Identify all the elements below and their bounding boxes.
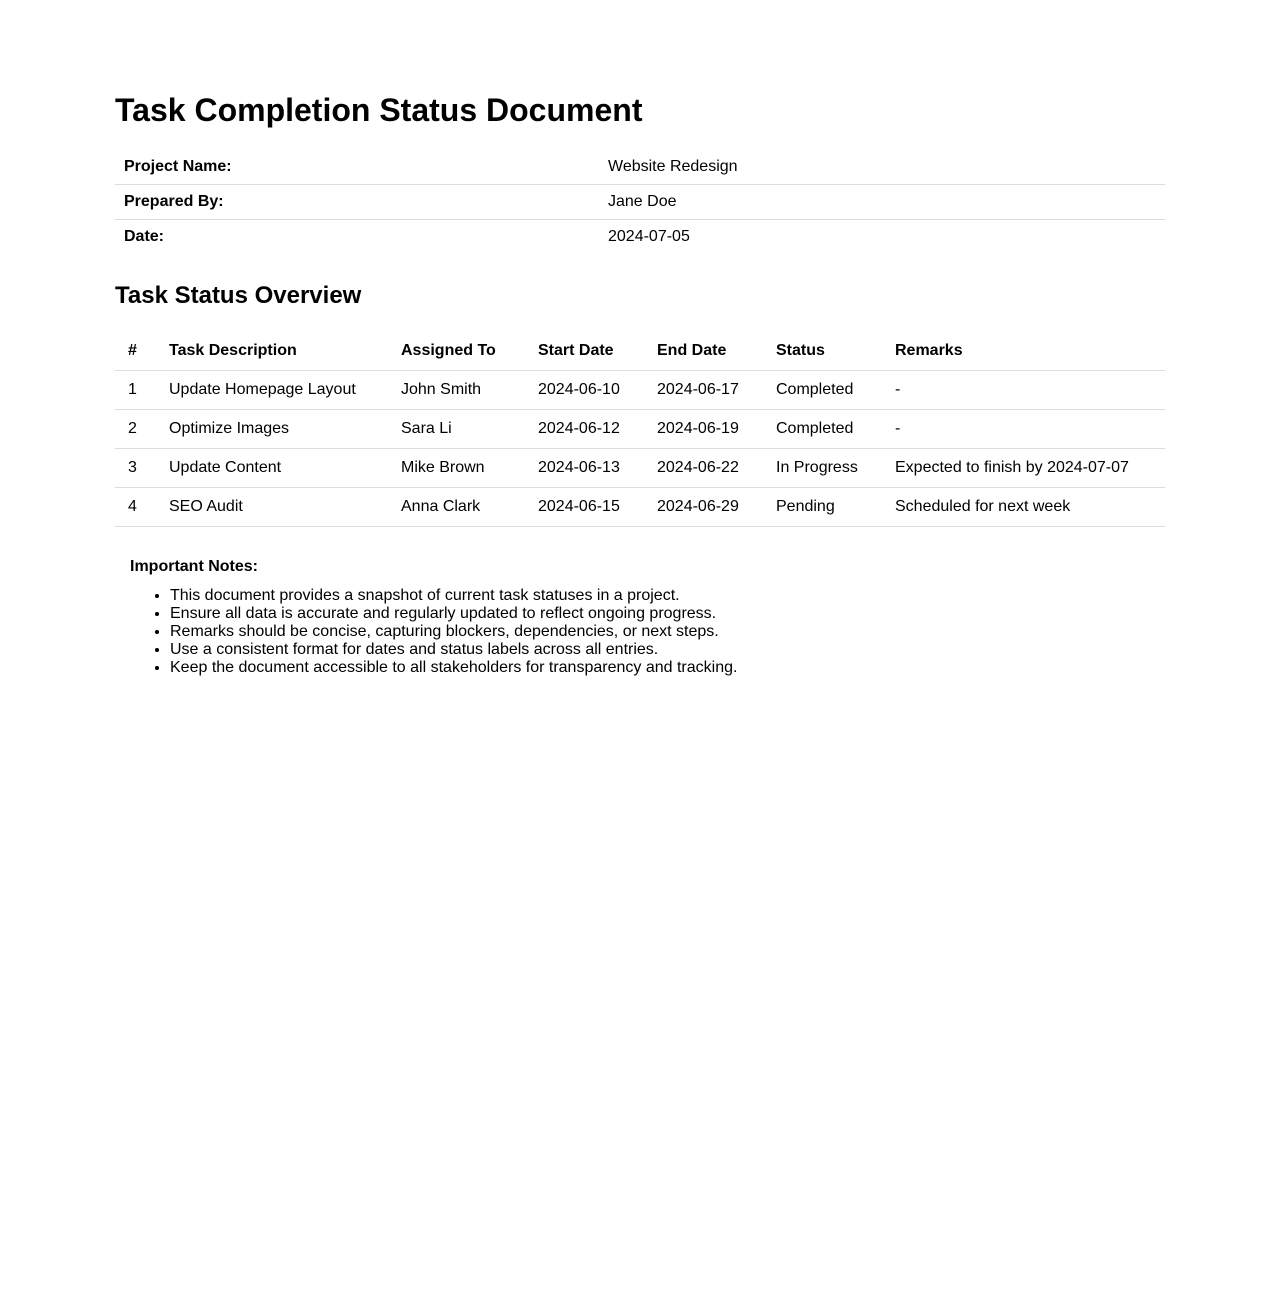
task-start-date: 2024-06-13: [538, 449, 657, 488]
task-end-date: 2024-06-22: [657, 449, 776, 488]
table-header-row: [115, 331, 1165, 371]
meta-label: Project Name:: [115, 150, 599, 185]
list-item: • Ensure all data is accurate and regularly updated to reflect ongoing progress.: [170, 605, 1164, 623]
notes-title: Important Notes:: [130, 558, 258, 575]
meta-row-date: [115, 220, 1165, 255]
list-item: • Use a consistent format for dates and status labels across all entries.: [170, 641, 1164, 659]
table-row: [115, 488, 1165, 527]
task-start-date: 2024-06-10: [538, 371, 657, 410]
task-status: Completed: [776, 410, 895, 449]
task-remarks: Scheduled for next week: [895, 488, 1165, 527]
meta-value: 2024-07-05: [608, 228, 690, 245]
project-info-table: [115, 150, 1165, 254]
meta-value: Jane Doe: [599, 185, 1165, 220]
task-start-date: 2024-06-12: [538, 410, 657, 449]
task-number: 4: [115, 488, 169, 527]
meta-row-project-name: [115, 150, 1165, 185]
column-header-end-date: End Date: [657, 331, 776, 371]
task-number: 1: [115, 371, 169, 410]
column-header-start-date: Start Date: [538, 331, 657, 371]
notes-list: [130, 587, 1164, 677]
section-heading-task-overview: Task Status Overview: [115, 282, 362, 309]
list-item: • Keep the document accessible to all stakeholders for transparency and tracking.: [170, 659, 1164, 677]
task-end-date: 2024-06-19: [657, 410, 776, 449]
task-status: Completed: [776, 371, 895, 410]
task-remarks: -: [895, 371, 1165, 410]
table-row: [115, 449, 1165, 488]
table-row: [115, 410, 1165, 449]
meta-label: Date:: [124, 228, 165, 245]
list-item: • This document provides a snapshot of current task statuses in a project.: [170, 587, 1164, 605]
list-item: • Remarks should be concise, capturing blockers, dependencies, or next steps.: [170, 623, 1164, 641]
document-title: Task Completion Status Document: [115, 92, 643, 128]
column-header-number: #: [115, 331, 169, 371]
task-end-date: 2024-06-29: [657, 488, 776, 527]
task-assignee: Sara Li: [401, 410, 538, 449]
task-assignee: John Smith: [401, 371, 538, 410]
meta-label: Prepared By:: [115, 185, 599, 220]
task-assignee: Anna Clark: [401, 488, 538, 527]
task-number: 2: [115, 410, 169, 449]
important-notes-section: [115, 557, 1164, 677]
task-description: SEO Audit: [169, 488, 401, 527]
task-start-date: 2024-06-15: [538, 488, 657, 527]
task-number: 3: [115, 449, 169, 488]
task-description: Optimize Images: [169, 410, 401, 449]
task-assignee: Mike Brown: [401, 449, 538, 488]
task-end-date: 2024-06-17: [657, 371, 776, 410]
column-header-remarks: Remarks: [895, 331, 1165, 371]
meta-row-prepared-by: [115, 185, 1165, 220]
task-remarks: Expected to finish by 2024-07-07: [895, 449, 1165, 488]
column-header-assigned-to: Assigned To: [401, 331, 538, 371]
task-status: Pending: [776, 488, 895, 527]
meta-value: Website Redesign: [599, 150, 1165, 185]
column-header-status: Status: [776, 331, 895, 371]
task-description: Update Content: [169, 449, 401, 488]
column-header-task-description: Task Description: [169, 331, 401, 371]
task-status-table: [115, 331, 1165, 527]
task-remarks: -: [895, 410, 1165, 449]
table-row: [115, 371, 1165, 410]
task-status: In Progress: [776, 449, 895, 488]
task-description: Update Homepage Layout: [169, 371, 401, 410]
